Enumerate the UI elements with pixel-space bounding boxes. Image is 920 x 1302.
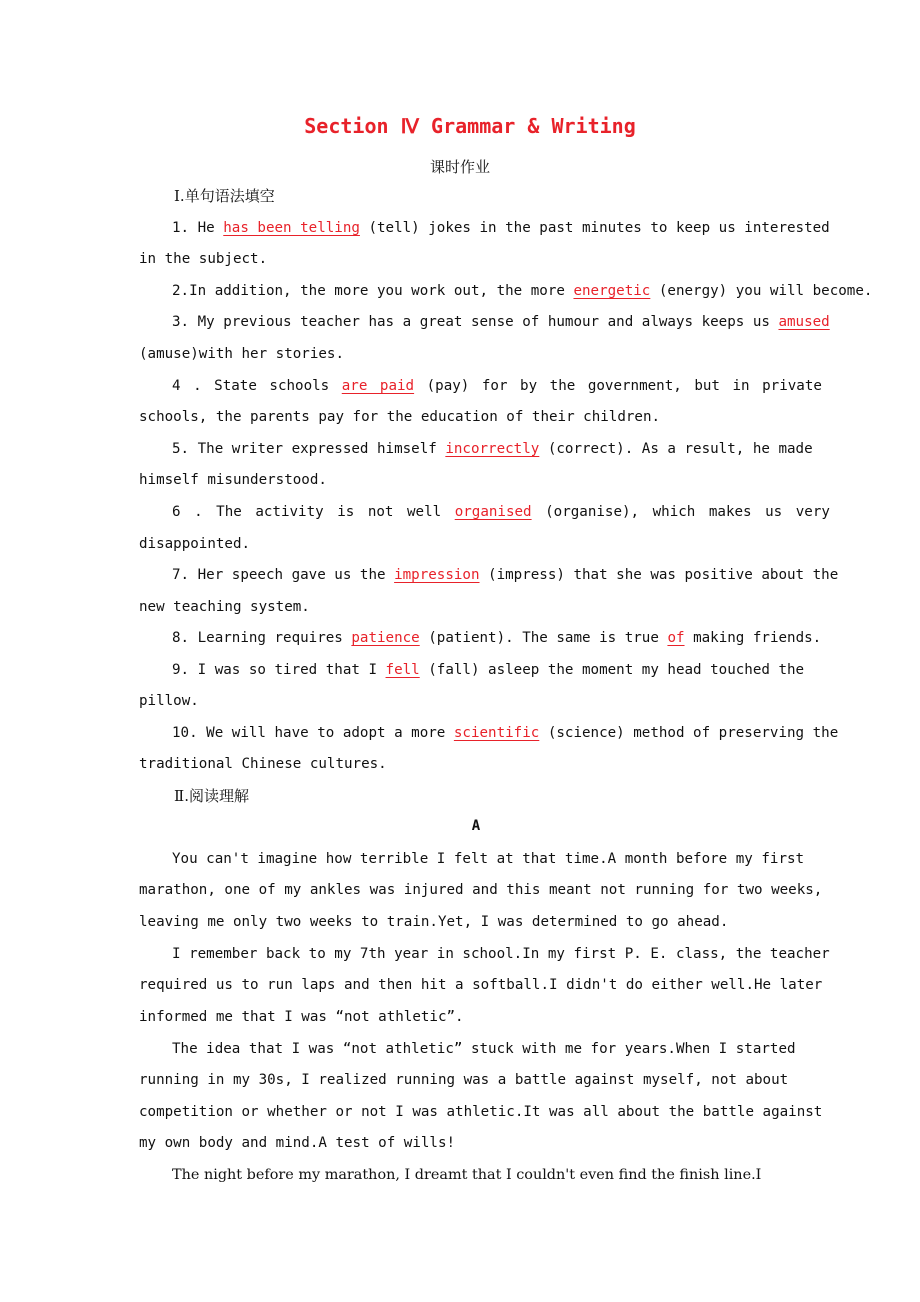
passage-line: required us to run laps and then hit a softball.I didn't do either well.He later xyxy=(139,977,823,993)
answer-2: energetic xyxy=(573,283,651,299)
question-7-continued: new teaching system. xyxy=(139,599,310,615)
question-3: 3. My previous teacher has a great sense of humour and always keeps us amused xyxy=(172,314,830,330)
answer-7: impression xyxy=(394,567,480,583)
question-9: 9. I was so tired that I fell (fall) asleep the moment my head touched the xyxy=(172,662,805,678)
answer-6: organised xyxy=(454,504,532,520)
question-7: 7. Her speech gave us the impression (impress) that she was positive about the xyxy=(172,567,839,583)
answer-9: fell xyxy=(385,662,420,678)
answer-5: incorrectly xyxy=(445,441,540,457)
passage-line: You can't imagine how terrible I felt at that time.A month before my first xyxy=(172,851,805,867)
question-6: 6 . The activity is not well organised (organise), which makes us very xyxy=(172,504,830,520)
passage-line: competition or whether or not I was athletic.It was all about the battle against xyxy=(139,1104,823,1120)
passage-line: informed me that I was “not athletic”. xyxy=(139,1009,464,1025)
answer-8a: patience xyxy=(351,630,420,646)
question-10: 10. We will have to adopt a more scientific (science) method of preserving the xyxy=(172,725,839,741)
question-4-continued: schools, the parents pay for the education of their children. xyxy=(139,409,661,425)
page-subtitle: 课时作业 xyxy=(429,158,490,176)
passage-line: my own body and mind.A test of wills! xyxy=(139,1135,456,1151)
passage-label: A xyxy=(471,818,481,834)
passage-line: marathon, one of my ankles was injured and this meant not running for two weeks, xyxy=(139,882,823,898)
passage-line: I remember back to my 7th year in school.In my first P. E. class, the teacher xyxy=(172,946,830,962)
answer-1: has been telling xyxy=(223,220,360,236)
question-2: 2.In addition, the more you work out, the more energetic (energy) you will become. xyxy=(172,283,873,299)
answer-10: scientific xyxy=(453,725,540,741)
passage-line: The night before my marathon, I dreamt that I couldn't even find the finish line.I xyxy=(172,1167,762,1183)
section-heading-reading: Ⅱ.阅读理解 xyxy=(174,787,249,805)
question-9-continued: pillow. xyxy=(139,693,199,709)
section-heading-grammar: Ⅰ.单句语法填空 xyxy=(174,187,275,205)
answer-3: amused xyxy=(778,314,830,330)
question-1: 1. He has been telling (tell) jokes in the past minutes to keep us interested xyxy=(172,220,830,236)
passage-line: leaving me only two weeks to train.Yet, I was determined to go ahead. xyxy=(139,914,729,930)
question-5: 5. The writer expressed himself incorrectly (correct). As a result, he made xyxy=(172,441,813,457)
question-3-continued: (amuse)with her stories. xyxy=(139,346,344,362)
question-5-continued: himself misunderstood. xyxy=(139,472,327,488)
question-6-continued: disappointed. xyxy=(139,536,251,552)
page-title: Section Ⅳ Grammar & Writing xyxy=(304,114,636,138)
passage-line: The idea that I was “not athletic” stuck with me for years.When I started xyxy=(172,1041,796,1057)
question-4: 4 . State schools are paid (pay) for by the government, but in private xyxy=(172,378,822,394)
question-1-continued: in the subject. xyxy=(139,251,268,267)
question-10-continued: traditional Chinese cultures. xyxy=(139,756,387,772)
question-8: 8. Learning requires patience (patient). The same is true of making friends. xyxy=(172,630,822,646)
answer-4: are paid xyxy=(341,378,415,394)
passage-line: running in my 30s, I realized running was a battle against myself, not about xyxy=(139,1072,789,1088)
answer-8b: of xyxy=(667,630,685,646)
